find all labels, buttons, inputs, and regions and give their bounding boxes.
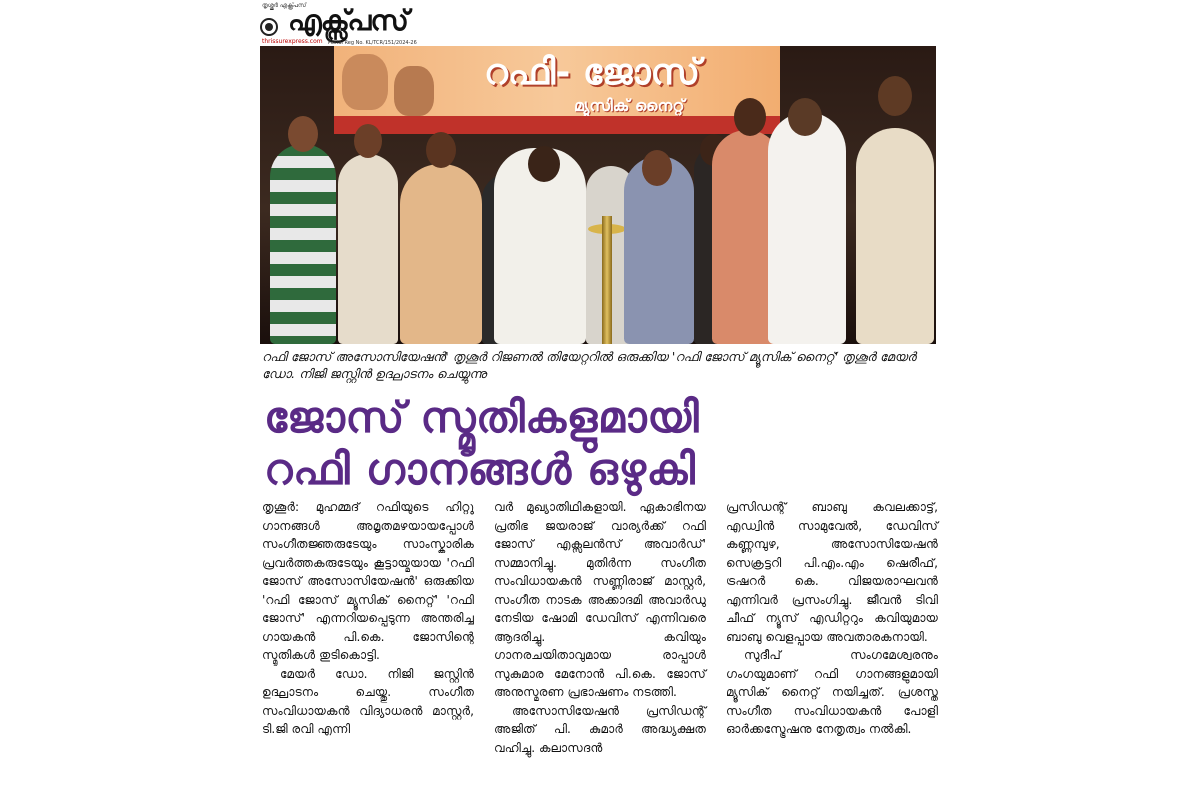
masthead — [258, 4, 518, 46]
person-head — [878, 76, 912, 116]
person-head — [288, 116, 318, 152]
oil-lamp — [602, 216, 612, 344]
paragraph: വർ മുഖ്യാതിഥികളായി. ഏകാഭിനയ പ്രതിഭ ജയരാജ് വാര്യർക്ക് റഫി ജോസ് എക്സലൻസ് അവാർഡ്' സമ്മാനിച്ചു. മുതിർന്ന സംഗീത സംവിധായകൻ സണ്ണിരാജ് മാസ്റ്റർ, സംഗീത നാടക അക്കാദമി അവാർഡു നേടിയ ഷോമി ഡേവിസ് എന്നിവരെ ആദരിച്ചു. കവിയും ഗാനരചയിതാവുമായ രാപ്പാൾ സുകുമാര മേനോൻ പി.കെ. ജോസ് അനുസ്മരണ പ്രഭാഷണം നടത്തി. — [494, 500, 706, 699]
emblem-icon — [260, 18, 278, 36]
banner-subtitle: മ്യൂസിക് നൈറ്റ് — [574, 96, 685, 115]
paragraph: പ്രസിഡന്റ് ബാബു കവലക്കാട്ട്, എഡ്വിൻ സാമുവേൽ, ഡേവിസ് കണ്ണമ്പുഴ, അസോസിയേഷൻ സെക്രട്ടറി പി.എം.എം ഷെരീഫ്, ട്രഷറർ കെ. വിജയരാഘവൻ എന്നിവർ പ്രസംഗിച്ചു. ജീവൻ ടിവി ചീഫ് ന്യൂസ് എഡിറ്ററും കവിയുമായ ബാബു വെളപ്പായ അവതാരകനായി. — [726, 500, 938, 644]
article-body — [262, 498, 942, 798]
person-head — [354, 124, 382, 158]
event-photo — [260, 46, 936, 344]
masthead-tagline: തൃശ്ശൂർ എക്സ്പ്രസ് — [262, 2, 307, 9]
headline-line-1: ജോസ് സ്മൃതികളുമായി — [264, 393, 700, 443]
article-column-2 — [494, 498, 706, 757]
person — [270, 144, 336, 344]
person-head — [788, 98, 822, 136]
article-headline — [264, 392, 940, 496]
person-head — [528, 146, 560, 182]
headline-line-2: റഫി ഗാനങ്ങൾ ഒഴുകി — [264, 445, 696, 495]
person-head — [426, 132, 456, 168]
person — [338, 154, 398, 344]
masthead-url: thrissurexpress.com — [262, 38, 323, 45]
portrait-1 — [342, 54, 388, 110]
paragraph: സുദീപ് സംഗമേശ്വരനും ഗംഗയുമാണ് റഫി ഗാനങ്ങളുമായി മ്യൂസിക് നൈറ്റ് നയിച്ചത്. പ്രശസ്ത സംഗീത സംവിധായകൻ പോളി ഓർക്കസ്ട്രേഷനു നേതൃത്വം നൽകി. — [726, 648, 938, 736]
person — [400, 164, 482, 344]
photo-caption: റഫി ജോസ് അസോസിയേഷൻ' തൃശൂർ റിജണൽ തിയേറ്ററിൽ ഒരുക്കിയ 'റഫി ജോസ് മ്യൂസിക് നൈറ്റ്' തൃശൂർ മേയർ ഡോ. നിജി ജസ്റ്റിൻ ഉദ്ഘാടനം ചെയ്യുന്നു — [262, 349, 916, 381]
person — [768, 112, 846, 344]
person-head — [642, 150, 672, 186]
article-column-1 — [262, 498, 474, 739]
paragraph: മേയർ ഡോ. നിജി ജസ്റ്റിൻ ഉദ്ഘാടനം ചെയ്തു. സംഗീത സംവിധായകൻ വിദ്യാധരൻ മാസ്റ്റർ, ടി.ജി രവി എന്നി — [262, 666, 474, 736]
paragraph: തൃശൂർ: മുഹമ്മദ് റഫിയുടെ ഹിറ്റു ഗാനങ്ങൾ അമൃതമഴയായപ്പോൾ സംഗീതജ്ഞരുടേയും സാംസ്കാരിക പ്രവർത്തകരുടേയും കൂട്ടായ്മയായ 'റഫി ജോസ് അസോസിയേഷൻ' ഒരുക്കിയ 'റഫി ജോസ് മ്യൂസിക് നൈറ്റ്' 'റഫി ജോസ്' എന്നറിയപ്പെടുന്ന അന്തരിച്ച ഗായകൻ പി.കെ. ജോസിന്റെ സ്മൃതികൾ തുടികൊട്ടി. — [262, 500, 474, 662]
portrait-2 — [394, 66, 434, 116]
article-column-3 — [726, 498, 938, 739]
newspaper-clipping — [258, 0, 954, 800]
person — [856, 128, 934, 344]
banner-title: റഫി- ജോസ് — [484, 52, 700, 93]
newspaper-brand: എക്സ്പ്രസ് — [288, 4, 408, 37]
paragraph: അസോസിയേഷൻ പ്രസിഡന്റ് അജിത് പി. കുമാർ അദ്ധ്യക്ഷത വഹിച്ചു. കലാസദൻ — [494, 703, 706, 755]
adjacent-column-edge — [946, 0, 960, 800]
person-head — [734, 98, 766, 136]
banner-strip — [334, 116, 780, 134]
masthead-meta: Postal Reg No. KL/TCR/151/2024-26 — [328, 40, 417, 46]
